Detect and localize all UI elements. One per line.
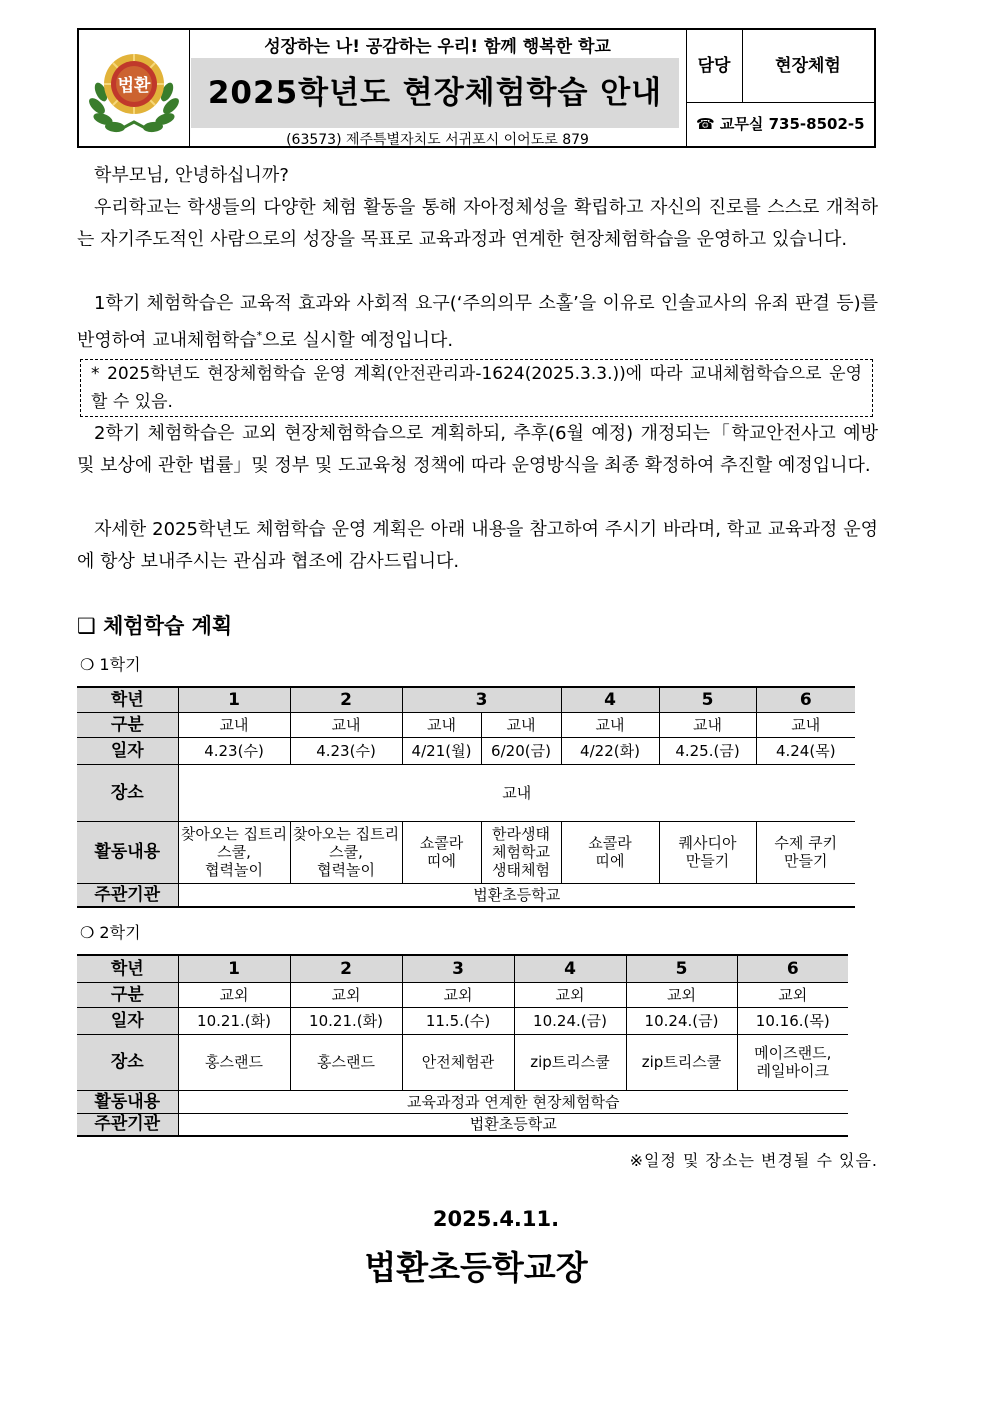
row-header-host: 주관기관 [77,1113,178,1136]
row-header-activity: 활동내용 [77,1090,178,1113]
school-emblem-icon [79,30,189,146]
grade-cell: 6 [737,955,848,982]
table-row [77,1090,848,1113]
activity-line: 생태체험 [492,861,550,879]
table-row [77,712,855,737]
type-cell: 교외 [402,982,514,1007]
activity-line: 띠에 [427,852,456,870]
change-notice: ※일정 및 장소는 변경될 수 있음. [629,1151,878,1170]
date-cell: 4/21(월) [402,737,481,764]
section-title: ❑ 체험학습 계획 [77,614,233,638]
grade-cell: 2 [290,687,402,712]
type-cell: 교외 [290,982,402,1007]
type-cell: 교외 [178,982,290,1007]
activity-line: 쇼콜라 [419,834,464,852]
date-cell: 4.25.(금) [659,737,756,764]
school-address: (63573) 제주특별자치도 서귀포시 이어도로 879 [286,132,589,148]
paragraph-2-text-b: 으로 실시할 예정입니다. [262,330,454,351]
footnote-mark: * [256,329,263,342]
place-cell: 홍스랜드 [178,1034,290,1090]
semester-1-label: ❍ 1학기 [80,655,141,674]
grade-cell: 1 [178,687,290,712]
activity-cell [756,821,855,883]
row-header-grade: 학년 [77,955,178,982]
place-cell: zip트리스쿨 [514,1034,626,1090]
type-cell: 교내 [290,712,402,737]
manager-label: 담당 [686,30,743,102]
date-cell: 10.21.(화) [178,1007,290,1034]
activity-line: 퀘사디아 [678,834,737,852]
type-cell: 교내 [402,712,481,737]
grade-cell: 1 [178,955,290,982]
grade-cell: 4 [514,955,626,982]
school-slogan: 성장하는 나! 공감하는 우리! 함께 행복한 학교 [264,37,611,57]
date-cell: 10.24.(금) [626,1007,737,1034]
greeting: 학부모님, 안녕하십니까? [94,165,289,186]
type-cell: 교내 [659,712,756,737]
activity-line: 스쿨, [217,843,251,861]
place-line: 메이즈랜드, [754,1044,832,1062]
activity-line: 만들기 [685,852,730,870]
activity-line: 협력놀이 [317,861,375,879]
header-box [77,28,876,148]
manager-value: 현장체험 [775,56,841,76]
table-row [77,821,855,883]
grade-cell: 5 [626,955,737,982]
grade-cell: 4 [561,687,659,712]
date-cell: 10.24.(금) [514,1007,626,1034]
host-cell: 법환초등학교 [178,883,855,907]
place-cell: 안전체험관 [402,1034,514,1090]
place-cell: 홍스랜드 [290,1034,402,1090]
activity-line: 협력놀이 [205,861,263,879]
place-cell: zip트리스쿨 [626,1034,737,1090]
title-cell [189,30,687,146]
type-cell: 교내 [756,712,855,737]
row-header-type: 구분 [77,712,178,737]
table-row [77,687,855,712]
activity-line: 만들기 [784,852,828,870]
row-header-activity: 활동내용 [77,821,178,883]
table-row [77,1034,848,1090]
activity-cell [290,821,402,883]
footnote-box: * 2025학년도 현장체험학습 운영 계획(안전관리과-1624(2025.3.3.))에 따라 교내체험학습으로 운영할 수 있음. [80,359,873,417]
type-cell: 교내 [481,712,561,737]
date-cell: 4/22(화) [561,737,659,764]
place-line: 레일바이크 [756,1062,829,1080]
table-row [77,982,848,1007]
manager-row [686,30,874,103]
table-row [77,883,855,907]
date-cell: 4.23(수) [178,737,290,764]
table-row [77,1113,848,1136]
type-cell: 교외 [626,982,737,1007]
signer-name: 법환초등학교장 [364,1248,588,1287]
grade-cell: 6 [756,687,855,712]
date-cell: 10.21.(화) [290,1007,402,1034]
activity-cell [561,821,659,883]
grade-cell: 5 [659,687,756,712]
semester-1-table [77,686,855,908]
type-cell: 교내 [178,712,290,737]
activity-line: 찾아오는 집트리 [292,825,400,843]
grade-cell: 3 [402,687,561,712]
activity-line: 체험학교 [492,843,550,861]
grade-cell: 2 [290,955,402,982]
page-title: 2025학년도 현장체험학습 안내 [191,58,679,128]
host-cell: 법환초등학교 [178,1113,848,1136]
date-cell: 4.24(목) [756,737,855,764]
type-cell: 교외 [514,982,626,1007]
paragraph-4: 자세한 2025학년도 체험학습 운영 계획은 아래 내용을 참고하여 주시기 바라며, 학교 교육과정 운영에 항상 보내주시는 관심과 협조에 감사드립니다. [77,519,878,572]
activity-line: 수제 쿠키 [774,834,838,852]
date-cell: 4.23(수) [290,737,402,764]
paragraph-2-text-a: 1학기 체험학습은 교육적 효과와 사회적 요구(‘주의의무 소홀’을 이유로 인솔교사의 유죄 판결 등)를 반영하여 교내체험학습 [77,293,878,351]
activity-cell [659,821,756,883]
row-header-place: 장소 [77,1034,178,1090]
activity-line: 띠에 [595,852,625,870]
logo-cell [79,30,190,146]
row-header-date: 일자 [77,737,178,764]
activity-cell: 교육과정과 연계한 현장체험학습 [178,1090,848,1113]
grade-cell: 3 [402,955,514,982]
activity-cell [481,821,561,883]
activity-line: 한라생태 [492,825,550,843]
table-row [77,1007,848,1034]
row-header-place: 장소 [77,764,178,821]
row-header-date: 일자 [77,1007,178,1034]
place-cell: 교내 [178,764,855,821]
type-cell: 교외 [737,982,848,1007]
phone-icon: ☎ [696,115,715,133]
place-cell [737,1034,848,1090]
table-row [77,955,848,982]
table-row [77,737,855,764]
table-row [77,764,855,821]
semester-2-label: ❍ 2학기 [80,923,141,942]
activity-line: 쇼콜라 [588,834,632,852]
row-header-host: 주관기관 [77,883,178,907]
date-cell: 10.16.(목) [737,1007,848,1034]
row-header-grade: 학년 [77,687,178,712]
row-header-type: 구분 [77,982,178,1007]
phone-number: 교무실 735-8502-5 [719,115,865,133]
activity-cell [178,821,290,883]
activity-cell [402,821,481,883]
paragraph-3: 2학기 체험학습은 교외 현장체험학습으로 계획하되, 추후(6월 예정) 개정되는「학교안전사고 예방 및 보상에 관한 법률」및 정부 및 도교육청 정책에 따라 운영방식을 최종 확정하여 추진할 예정입니다. [77,423,878,476]
issue-date: 2025.4.11. [432,1207,560,1231]
paragraph-1: 우리학교는 학생들의 다양한 체험 활동을 통해 자아정체성을 확립하고 자신의 진로를 스스로 개척하는 자기주도적인 사람으로의 성장을 목표로 교육과정과 연계한 현장체험학습을 운영하고 있습니다. [77,197,878,250]
activity-line: 스쿨, [329,843,363,861]
date-cell: 11.5.(수) [402,1007,514,1034]
activity-line: 찾아오는 집트리 [180,825,288,843]
svg-text:법환: 법환 [117,76,151,96]
semester-2-table [77,954,848,1137]
type-cell: 교내 [561,712,659,737]
phone-row [686,102,874,146]
date-cell: 6/20(금) [481,737,561,764]
paragraph-2 [77,288,878,357]
